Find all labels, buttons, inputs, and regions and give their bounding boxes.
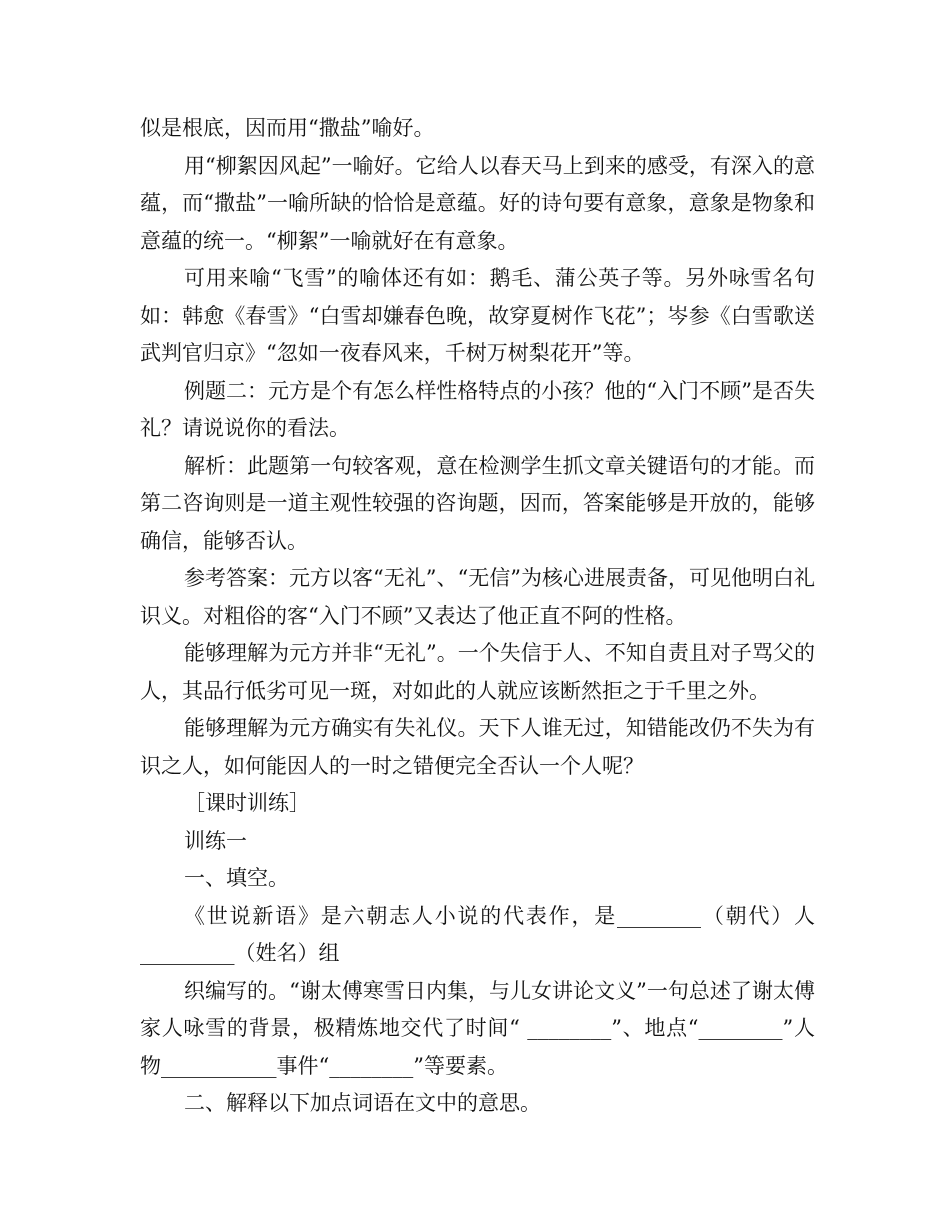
fill-blank-2: 织编写的。“谢太傅寒雪日内集，与儿女讲论文义”一句总述了谢太傅家人咏雪的背景，极精炼地交代了时间“ ________”、地点“________”人物___________事件“________”等要素。 [140,978,815,1078]
section-heading: ［课时训练］ [184,791,310,815]
paragraph-7: 能够理解为元方并非“无礼”。一个失信于人、不知自责且对子骂父的人，其品行低劣可见一斑，对如此的人就应该断然拒之于千里之外。 [140,641,815,703]
paragraph-2: 用“柳絮因风起”一喻好。它给人以春天马上到来的感受，有深入的意蕴，而“撒盐”一喻所缺的恰恰是意蕴。好的诗句要有意象，意象是物象和意蕴的统一。“柳絮”一喻就好在有意象。 [140,153,815,253]
question-heading-2: 二、解释以下加点词语在文中的意思。 [184,1091,541,1115]
paragraph-1: 似是根底，因而用“撒盐”喻好。 [140,116,435,140]
document-body [140,110,815,1123]
paragraph-8: 能够理解为元方确实有失礼仪。天下人谁无过，知错能改仍不失为有识之人，如何能因人的一时之错便完全否认一个人呢？ [140,716,815,778]
paragraph-3: 可用来喻“飞雪”的喻体还有如：鹅毛、蒲公英子等。另外咏雪名句如：韩愈《春雪》“白雪却嫌春色晚，故穿夏树作飞花”；岑参《白雪歌送武判官归京》“忽如一夜春风来，千树万树梨花开”等。 [140,266,815,365]
exercise-title: 训练一 [184,828,247,853]
paragraph-4: 例题二：元方是个有怎么样性格特点的小孩？他的“入门不顾”是否失礼？请说说你的看法。 [140,378,815,440]
question-heading-1: 一、填空。 [184,866,289,890]
paragraph-6: 参考答案：元方以客“无礼”、“无信”为核心进展责备，可见他明白礼识义。对粗俗的客“入门不顾”又表达了他正直不阿的性格。 [140,566,815,628]
fill-blank-1: 《世说新语》是六朝志人小说的代表作，是________（朝代）人_________（姓名）组 [140,903,815,965]
paragraph-5: 解析：此题第一句较客观，意在检测学生抓文章关键语句的才能。而第二咨询则是一道主观性较强的咨询题，因而，答案能够是开放的，能够确信，能够否认。 [140,453,815,553]
